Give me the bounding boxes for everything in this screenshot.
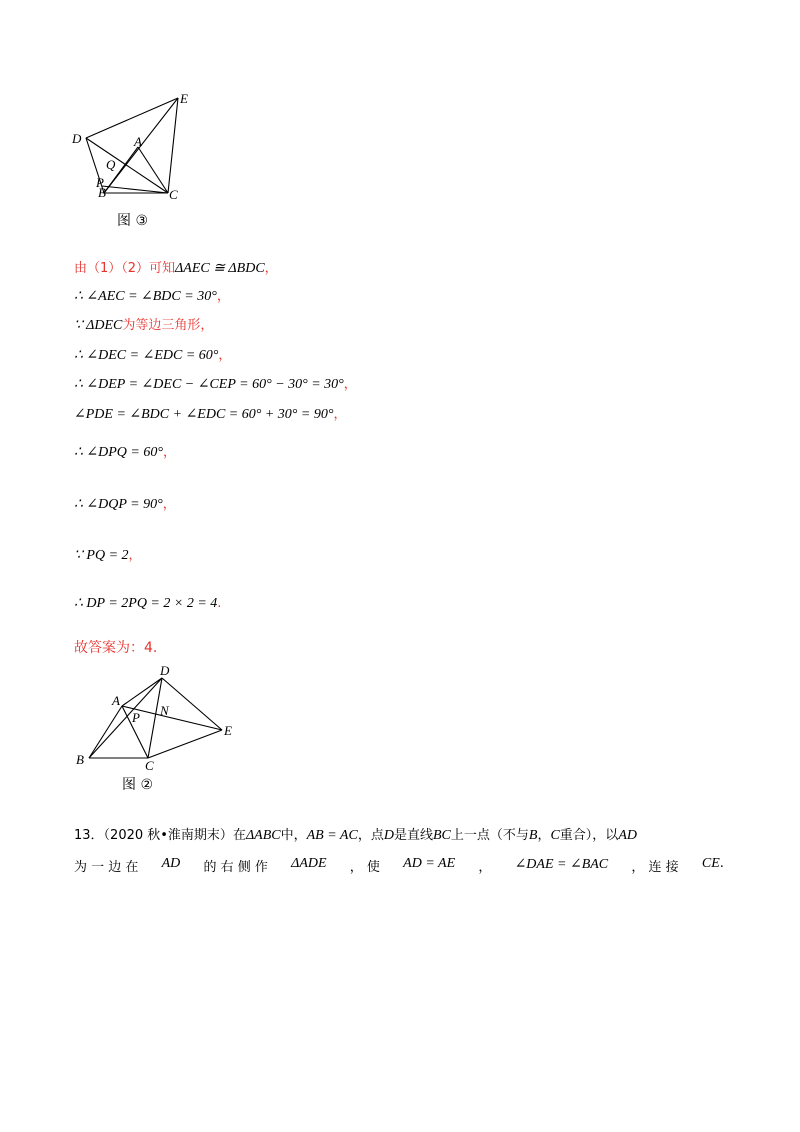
solution-line-5: ∴ ∠DEP = ∠DEC − ∠CEP = 60° − 30° = 30°， bbox=[74, 377, 357, 392]
solution-line-2: ∴ ∠AEC = ∠BDC = 30°， bbox=[74, 289, 230, 304]
label-B: B bbox=[98, 185, 106, 200]
label-D: D bbox=[160, 664, 170, 678]
solution-line-6: ∠PDE = ∠BDC + ∠EDC = 60° + 30° = 90°， bbox=[74, 407, 347, 422]
figure-3-diagram bbox=[60, 85, 210, 210]
label-C: C bbox=[169, 187, 178, 202]
question-13-line-1: 13．（2020 秋•淮南期末）在ΔABC中，AB = AC，点D是直线BC上一点（不与B，C重合），以AD bbox=[74, 828, 637, 843]
label-C: C bbox=[145, 758, 154, 772]
label-A: A bbox=[112, 693, 120, 708]
solution-line-8: ∴ ∠DQP = 90°， bbox=[74, 497, 176, 512]
figure-3-caption: 图 ③ bbox=[117, 213, 149, 229]
figure-3 bbox=[60, 85, 210, 210]
solution-line-7: ∴ ∠DPQ = 60°， bbox=[74, 445, 176, 460]
label-N: N bbox=[160, 703, 169, 718]
label-E: E bbox=[180, 91, 188, 106]
solution-line-1: 由（1）（2）可知ΔAEC ≅ ΔBDC， bbox=[74, 261, 278, 276]
label-B: B bbox=[76, 752, 84, 767]
label-D: D bbox=[72, 131, 82, 146]
label-P: P bbox=[96, 175, 104, 190]
label-E: E bbox=[224, 723, 232, 738]
figure-2 bbox=[72, 664, 247, 772]
solution-line-4: ∴ ∠DEC = ∠EDC = 60°， bbox=[74, 348, 232, 363]
figure-2-diagram bbox=[72, 664, 247, 772]
answer-line: 故答案为：4. bbox=[74, 640, 158, 656]
label-A: A bbox=[134, 134, 142, 149]
question-13-line-2: 为 一 边 在 AD 的 右 侧 作 ΔADE ， 使 AD = AE ， ∠DAE = ∠BAC ， 连 接 CE. bbox=[74, 856, 724, 875]
label-P: P bbox=[132, 710, 140, 725]
solution-line-3: ∵ ΔDEC为等边三角形， bbox=[74, 318, 214, 333]
solution-line-9: ∵ PQ = 2， bbox=[74, 548, 142, 563]
solution-line-10: ∴ DP = 2PQ = 2 × 2 = 4. bbox=[74, 596, 222, 611]
figure-2-caption: 图 ② bbox=[122, 777, 154, 793]
label-Q: Q bbox=[106, 157, 116, 172]
